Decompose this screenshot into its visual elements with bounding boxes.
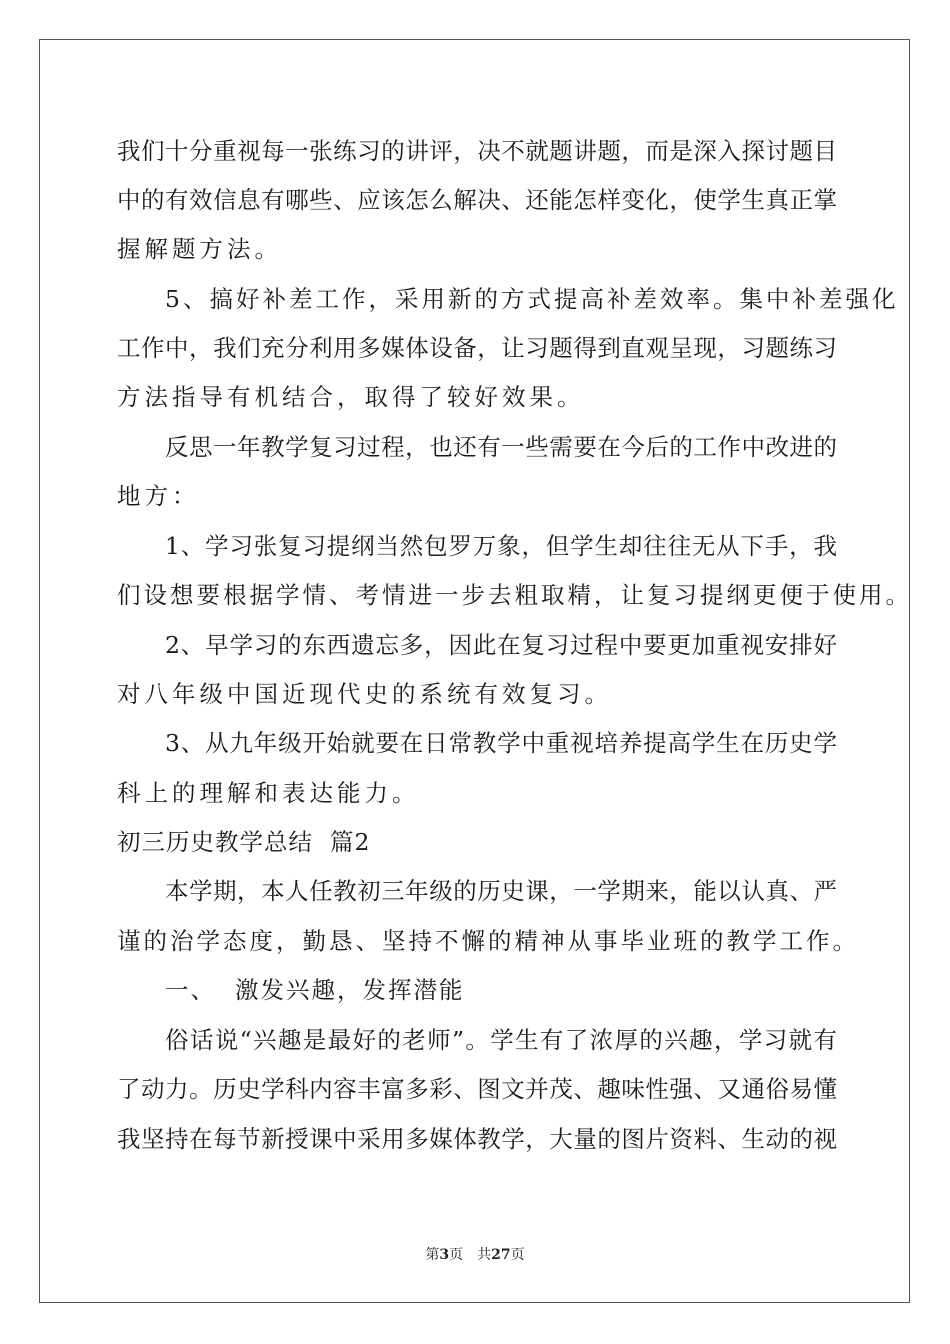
page-border bbox=[39, 39, 910, 1303]
paragraph-first-line: 反思一年教学复习过程，也还有一些需要在今后的工作中改进的 bbox=[165, 433, 837, 461]
body-line: 中的有效信息有哪些、应该怎么解决、还能怎样变化，使学生真正掌 bbox=[117, 186, 837, 214]
body-line: 我坚持在每节新授课中采用多媒体教学，大量的图片资料、生动的视 bbox=[117, 1125, 837, 1153]
footer-total-prefix: 共 bbox=[477, 1247, 492, 1263]
paragraph-first-line: 2、早学习的东西遗忘多，因此在复习过程中要更加重视安排好 bbox=[165, 631, 837, 659]
footer-page-prefix: 第 bbox=[425, 1247, 440, 1263]
body-line: 方法指导有机结合，取得了较好效果。 bbox=[117, 383, 585, 411]
paragraph-first-line: 5、搞好补差工作，采用新的方式提高补差效率。集中补差强化 bbox=[165, 285, 899, 313]
body-line: 科上的理解和表达能力。 bbox=[117, 779, 420, 807]
body-line: 我们十分重视每一张练习的讲评，决不就题讲题，而是深入探讨题目 bbox=[117, 137, 837, 165]
subsection-heading: 一、 激发兴趣，发挥潜能 bbox=[165, 976, 465, 1004]
body-line: 了动力。历史学科内容丰富多彩、图文并茂、趣味性强、又通俗易懂 bbox=[117, 1075, 837, 1103]
body-line: 们设想要根据学情、考情进一步去粗取精，让复习提纲更便于使用。 bbox=[117, 581, 912, 609]
body-line: 握解题方法。 bbox=[117, 235, 282, 263]
paragraph-first-line: 1、学习张复习提纲当然包罗万象，但学生却往往无从下手，我 bbox=[165, 532, 837, 560]
body-line: 工作中，我们充分利用多媒体设备，让习题得到直观呈现，习题练习 bbox=[117, 334, 837, 362]
body-line: 地方： bbox=[117, 482, 200, 510]
body-line: 对八年级中国近现代史的系统有效复习。 bbox=[117, 680, 612, 708]
paragraph-first-line: 本学期，本人任教初三年级的历史课，一学期来，能以认真、严 bbox=[165, 877, 837, 905]
footer-total-suffix: 页 bbox=[510, 1247, 525, 1263]
section-heading: 初三历史教学总结 篇2 bbox=[117, 828, 371, 856]
page-footer bbox=[0, 1246, 950, 1264]
footer-page-current: 3 bbox=[439, 1247, 450, 1263]
footer-page-total: 27 bbox=[491, 1247, 511, 1263]
paragraph-first-line: 3、从九年级开始就要在日常教学中重视培养提高学生在历史学 bbox=[165, 729, 837, 757]
footer-page-mid: 页 bbox=[449, 1247, 464, 1263]
paragraph-first-line: 俗话说“兴趣是最好的老师”。学生有了浓厚的兴趣，学习就有 bbox=[165, 1026, 837, 1054]
body-line: 谨的治学态度，勤恳、坚持不懈的精神从事毕业班的教学工作。 bbox=[117, 927, 859, 955]
